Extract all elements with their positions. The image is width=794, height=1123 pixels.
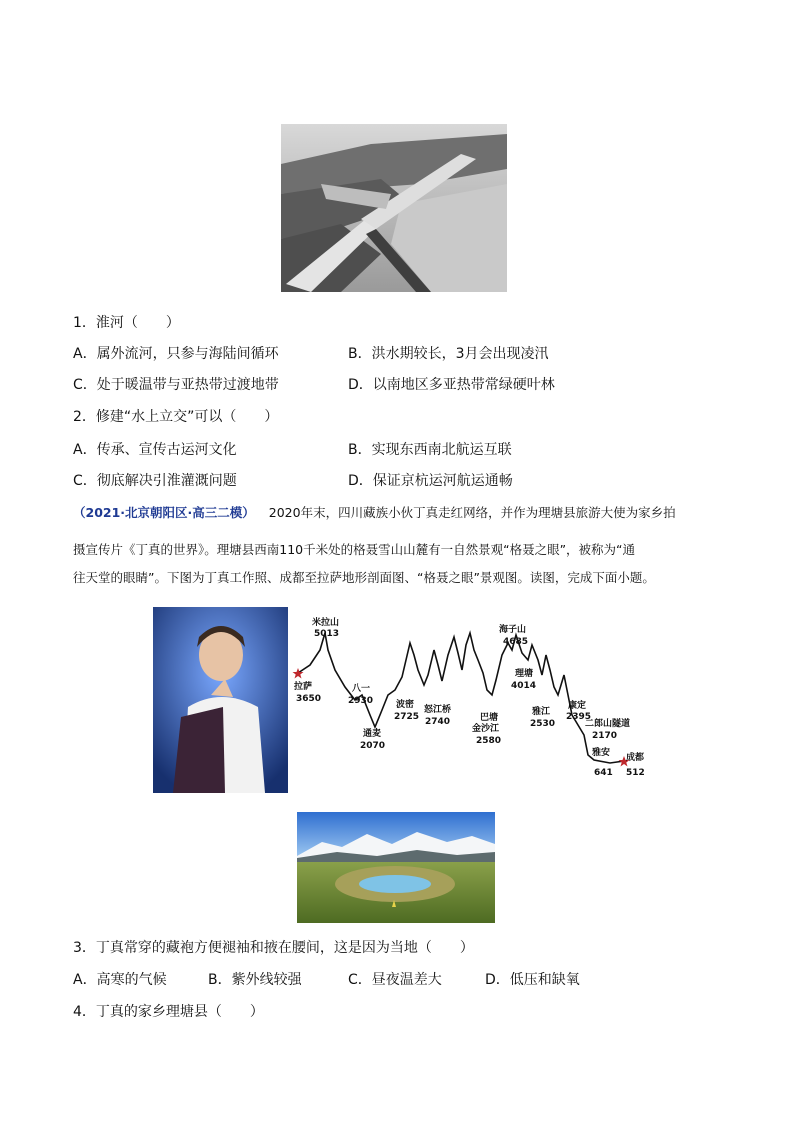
value-jinshajiang: 2580 — [476, 736, 502, 746]
q1-option-d[interactable]: D．以南地区多亚热带常绿硬叶林 — [348, 377, 555, 393]
value-litang: 4014 — [511, 681, 537, 691]
q4-stem: 4．丁真的家乡理塘县（ ） — [73, 1004, 264, 1020]
label-tongmai: 通麦 — [363, 729, 382, 739]
value-kangding: 2395 — [566, 712, 592, 722]
label-milashan: 米拉山 — [312, 618, 340, 628]
passage-source: （2021·北京朝阳区·高三二模） — [73, 505, 255, 520]
q1-stem: 1．淮河（ ） — [73, 315, 180, 331]
passage-line-3: 往天堂的眼睛”。下图为丁真工作照、成都至拉萨地形剖面图、“格聂之眼”景观图。读图，完成下面小题。 — [73, 570, 655, 585]
q3-option-d[interactable]: D．低压和缺氧 — [485, 972, 580, 988]
value-yajiang: 2530 — [530, 719, 556, 729]
value-bomi: 2725 — [394, 712, 420, 722]
passage-line-2: 摄宣传片《丁真的世界》。理塘县西南110千米处的格聂雪山山麓有一自然景观“格聂之眼”，被称为“通 — [73, 542, 636, 557]
ding-zhen-photo — [153, 607, 288, 793]
value-milashan: 5013 — [314, 629, 340, 639]
value-chengdu: 512 — [626, 768, 645, 778]
passage-text-1: 2020年末，四川藏族小伙丁真走红网络，并作为理塘县旅游大使为家乡拍 — [268, 505, 676, 520]
value-tongmai: 2070 — [360, 741, 386, 751]
q2-option-d[interactable]: D．保证京杭运河航运通畅 — [348, 473, 513, 489]
label-lasa: 拉萨 — [294, 682, 313, 692]
profile-line — [298, 633, 624, 763]
value-yaan: 641 — [594, 768, 613, 778]
label-bayi: 八一 — [352, 684, 371, 694]
value-erlangshan: 2170 — [592, 731, 618, 741]
q1-option-c[interactable]: C．处于暖温带与亚热带过渡地带 — [73, 377, 279, 393]
q2-option-a[interactable]: A．传承、宣传古运河文化 — [73, 442, 237, 458]
label-yaan: 雅安 — [592, 748, 611, 758]
water-overpass-photo — [281, 124, 507, 292]
q1-option-a[interactable]: A．属外流河，只参与海陆间循环 — [73, 346, 279, 362]
q3-option-b[interactable]: B．紫外线较强 — [208, 972, 302, 988]
label-erlangshan: 二郎山隧道 — [585, 719, 631, 729]
passage-line-1 — [73, 503, 676, 523]
value-bayi: 2930 — [348, 696, 374, 706]
q2-stem: 2．修建“水上立交”可以（ ） — [73, 409, 279, 425]
q3-stem: 3．丁真常穿的藏袍方便褪袖和掖在腰间，这是因为当地（ ） — [73, 940, 474, 956]
label-haizishan: 海子山 — [499, 625, 527, 635]
lhasa-chengdu-profile — [290, 615, 650, 785]
label-bomi: 波密 — [396, 700, 415, 710]
value-nujiangqiao: 2740 — [425, 717, 451, 727]
q1-option-b[interactable]: B．洪水期较长，3月会出现凌汛 — [348, 346, 549, 362]
label-chengdu: 成都 — [626, 753, 645, 763]
label-litang: 理塘 — [515, 669, 534, 679]
label-yajiang: 雅江 — [532, 707, 551, 717]
value-lasa: 3650 — [296, 694, 322, 704]
label-nujiangqiao: 怒江桥 — [424, 705, 452, 715]
q3-option-c[interactable]: C．昼夜温差大 — [348, 972, 442, 988]
value-haizishan: 4685 — [503, 637, 529, 647]
eye-of-genie-photo — [297, 812, 495, 923]
q2-option-b[interactable]: B．实现东西南北航运互联 — [348, 442, 512, 458]
label-batang: 巴塘 — [480, 713, 499, 723]
q3-option-a[interactable]: A．高寒的气候 — [73, 972, 167, 988]
label-jinshajiang: 金沙江 — [472, 724, 500, 734]
q2-option-c[interactable]: C．彻底解决引淮灌溉问题 — [73, 473, 237, 489]
label-kangding: 康定 — [568, 701, 587, 711]
